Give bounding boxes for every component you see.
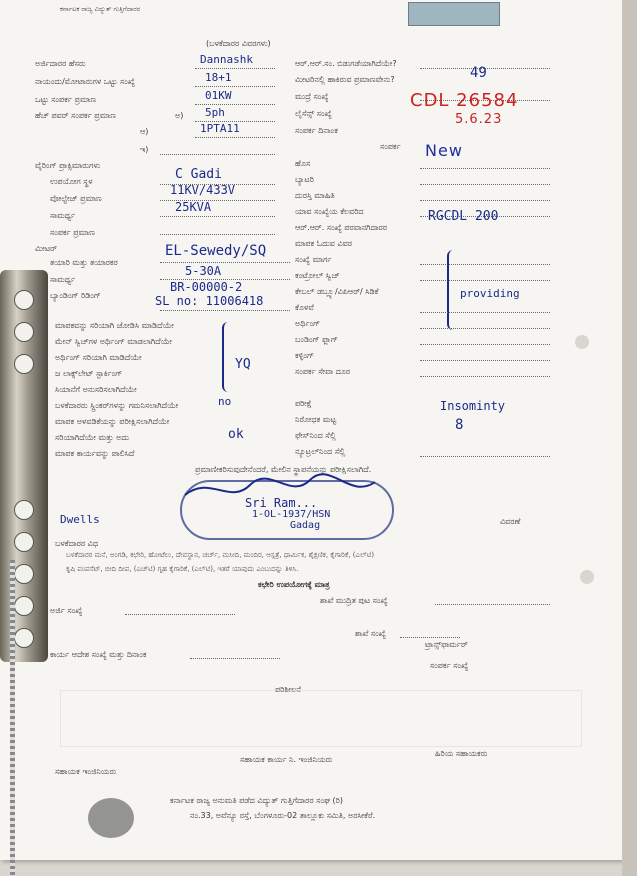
field-label: ನಿರೋಧಕ ಮಟ್ಟ <box>295 415 337 424</box>
meter-make-value: EL-Sewedy/SQ <box>165 243 267 259</box>
application-number-label: ಅರ್ಜಿ ಸಂಖ್ಯೆ <box>50 606 83 615</box>
office-right-label: ಶಾಖೆ ಸಂಖ್ಯೆ <box>355 629 386 638</box>
field-label: ಯಾವ ಸಂಖ್ಯೆಯ ಕೆಲವರಿದ <box>295 207 364 216</box>
field-label: ವೋಲ್ಟೇಜ್ ಪ್ರಮಾಣ <box>50 194 102 203</box>
field-label: ಬ್ಯಾಂಡಿಂಗ್ ರಿಡಿಂಗ್ <box>50 291 101 300</box>
field-label: ಅರ್ಜಿದಾರರ ಹೆಸರು <box>35 59 86 68</box>
field-label: ಬಂಡಿಂಗ್ ಫ್ಲಾಗ್ <box>295 335 338 344</box>
type-desc-1: ಬಳಕೆದಾರರ ಮನೆ, ಅಂಗಡಿ, ಕಛೇರಿ, ಹೋಟೆಲು, ದೇವಸ್ಥಾನ, ಚರ್ಚ್, ಮಸೀದಿ, ಮಂದಿರ, ಆಸ್ಪತ್ರೆ, ಧಾರ್ಮಿಕ, ಶೈಕ್ಷಣಿಕ, ಕೈಗಾರಿಕೆ, (ಎಲ್‌ಟಿ) <box>66 551 375 559</box>
field-label: ಫೇಸ್‌ನಿಂದ ಸೆಲ್ಲಿ <box>295 431 336 440</box>
work-order-label: ಕಾರ್ಯ ಆದೇಶ ಸಂಖ್ಯೆ ಮತ್ತು ದಿನಾಂಕ <box>50 650 147 659</box>
check-row: ಮಾಪಕ ಕಾರ್ಯವನ್ನು ಪಾಲಿಸಿದೆ <box>55 449 135 458</box>
dotted-line <box>420 264 550 265</box>
dotted-line <box>160 262 290 263</box>
field-label: ಬ್ಯಾಟರಿ <box>295 175 314 184</box>
rr-number-value: RGCDL 200 <box>428 209 499 224</box>
office-right-label: ಟ್ರಾನ್ಸ್‌ಫಾರ್ಮರ್ <box>425 640 468 649</box>
field-prefix: ಅ) <box>175 111 184 120</box>
check-row: ಮಾಪಕವನ್ನು ಸರಿಯಾಗಿ ಜೋಡಿಸಿ ಮಾಡಿದೆಯೇ <box>55 321 174 330</box>
meter-capacity-value: 5-30A <box>185 264 222 278</box>
field-label: ಕೊಳವೆ <box>295 303 314 312</box>
binder-hole <box>14 354 34 374</box>
field-label: ನಾಯಂದು/ಮೋಟಾರುಗಳ ಒಟ್ಟು ಸಂಖ್ಯೆ <box>35 77 136 86</box>
dotted-line <box>195 104 275 105</box>
field-label: ಹೆಚ್ ಪವರ್ ಸಂಪರ್ಕ ಪ್ರಮಾಣ <box>35 111 116 120</box>
photo-strip <box>408 2 500 26</box>
check-row: ಸಿಯಾನೆಗೆ ಅನುಸರಿಸಲಾಗಿದೆಯೇ <box>55 385 137 394</box>
field-label: ಒಟ್ಟು ಸಂಪರ್ಕ ಪ್ರಮಾಣ <box>35 95 97 104</box>
phase-earth-value: 8 <box>455 417 464 433</box>
capacity-value: 25KVA <box>175 200 212 214</box>
dotted-line <box>420 184 550 185</box>
license-number: CDL 26584 <box>410 90 519 111</box>
dotted-line <box>420 280 550 281</box>
handwritten-brace <box>447 250 459 330</box>
field-label: ಸಾಮರ್ಥ್ಯ <box>50 275 76 284</box>
voltage-value: 11KV/433V <box>170 183 236 197</box>
binder-hole <box>14 500 34 520</box>
binder-hole <box>14 596 34 616</box>
meter-serial-value: SL no: 11006418 <box>155 294 264 308</box>
field-label: ಸಾಮರ್ಥ್ಯ <box>50 211 76 220</box>
field-label: ಸಂಪರ್ಕ ಸೇವಾ ದೂರ <box>295 367 351 376</box>
check-row: ಸರಿಯಾಗಿದೆಯೇ ಮತ್ತು ಅದು <box>55 433 130 442</box>
field-label: ಕಳ್ಳಿಂಗ್ <box>295 351 314 360</box>
ok-mark: ok <box>228 427 244 442</box>
field-label: ಮುದ್ರೆ ಸಂಖ್ಯೆ <box>295 92 329 101</box>
field-label: ತಯಾರಿ ಮತ್ತು ತಯಾರಕರ <box>50 258 118 267</box>
binder-hole <box>14 290 34 310</box>
check-row: ಬಳಕೆದಾರರು ಸ್ಪ್ರಿಂಕರ್‌ಗಳನ್ನು ಗಮನಿಸಲಾಗಿದೆಯೇ <box>55 401 179 410</box>
binder-chain <box>10 560 15 876</box>
power-value: 1PTA11 <box>200 122 240 135</box>
association-seal <box>88 798 134 838</box>
footer-right-sign: ಹಿರಿಯ ಸಹಾಯಕರು <box>435 749 488 758</box>
field-label: ಅರ್ಥಿಂಗ್ <box>295 319 321 328</box>
connection-date: 5.6.23 <box>455 112 503 127</box>
punch-hole <box>575 335 589 349</box>
handwritten-brace <box>222 322 234 392</box>
wire-section-title: ವೈರಿಂಗ್ ಪ್ರಾಕ್ಸಿಮಾರುಗಳು <box>35 161 101 170</box>
dotted-line <box>195 68 275 69</box>
dotted-line <box>195 86 275 87</box>
field-label: ಉಪಯೋಗ ಸ್ಥಳ <box>50 177 93 186</box>
check-row: ಜ ಲಾಕ್ಸ್‌ಲೇಟ್ ಸ್ಪಾರ್ಕಿಂಗ್ <box>55 369 123 378</box>
top-left-text: ಕರ್ನಾಟಕ ರಾಜ್ಯ ವಿದ್ಯುತ್ ಗುತ್ತಿಗೆದಾರರ <box>60 5 141 13</box>
punch-hole <box>580 570 594 584</box>
type-label: ಬಳಕೆದಾರರ ವಿಧ <box>55 539 99 548</box>
place-value: C Gadi <box>175 167 222 182</box>
meter-section-title: ಮೀಟರ್ <box>35 244 57 253</box>
field-label: ಲೈಸೆನ್ಸ್ ಸಂಖ್ಯೆ <box>295 109 332 118</box>
org-line-1: ಕರ್ನಾಟಕ ರಾಜ್ಯ ಅನುಮತಿ ಪಡೆದ ವಿದ್ಯುತ್ ಗುತ್ತಿಗೆದಾರರ ಸಂಘ (ರಿ) <box>170 796 343 805</box>
office-right-label: ಸಂಪರ್ಕ ಸಂಖ್ಯೆ <box>430 661 469 670</box>
binder-hole <box>14 628 34 648</box>
phase-value: 5ph <box>205 106 225 119</box>
dotted-line <box>125 614 235 615</box>
dotted-line <box>160 154 275 155</box>
meter-reading-value-right: 49 <box>470 65 487 81</box>
cable-value: providing <box>460 287 520 300</box>
dotted-line <box>420 360 550 361</box>
type-right-heading: ವಿವರಣೆ <box>500 517 521 526</box>
dotted-line <box>420 344 550 345</box>
insulation-value: Insominty <box>440 399 506 413</box>
field-label: ಆರ್.ಆರ್. ಸಂಖ್ಯೆ ಪರವಾನಗಿದಾರರ <box>295 223 388 232</box>
field-label: ಪರೀಕ್ಷೆ <box>295 399 312 408</box>
field-label: ಕೇಬಲ್ ಡಬ್ಲ್ಯೂ/ವಿಪಿಆರ್/ ಸಿಡಿಕೆ <box>295 287 379 296</box>
field-label: ನ್ಯೂಟ್ರಲ್‌ನಿಂದ ಸೆಲ್ಲಿ <box>295 447 346 456</box>
field-label: ಹೊಸ <box>295 159 311 168</box>
type-desc-2: ಕೃಷಿ ಪಂಪಸೆಟ್, ಬೀದಿ ದೀಪ, (ಎಚ್‌ಟಿ) ಗೃಹ ಕೈಗಾರಿಕೆ, (ಎಲ್‌ಟಿ), ಇತರೆ ಯಾವುದು ಎಂಬುದನ್ನು ತಿಳಿಸಿ. <box>66 565 299 573</box>
dotted-line <box>420 168 550 169</box>
dotted-line <box>420 456 550 457</box>
check-row: ಮಾಪಕ ಅಳವಡಿಕೆಯನ್ನು ಪರೀಕ್ಷಿಸಲಾಗಿದೆಯೇ <box>55 417 170 426</box>
total-load-value: 01KW <box>205 89 232 102</box>
dotted-line <box>160 216 275 217</box>
stamp-name: Sri Ram... <box>245 496 318 510</box>
field-label: ಸಂಪರ್ಕ <box>380 142 401 151</box>
dotted-line <box>420 312 550 313</box>
binder-hole <box>14 322 34 342</box>
declaration: ಪ್ರಮಾಣೀಕರಿಸುವುದೇನೆಂದರೆ, ಮೇಲಿನ ಸ್ಥಾಪನೆಯನ್ನು ಪರೀಕ್ಷಿಸಲಾಗಿದೆ. <box>195 465 372 474</box>
no-mark: no <box>218 395 232 408</box>
field-label: ಸಂಖ್ಯೆ ಮಾರ್ಗ <box>295 255 332 264</box>
stamp-place: Gadag <box>290 520 321 531</box>
dotted-line <box>435 604 550 605</box>
office-title: ಕಛೇರಿ ಉಪಯೋಗಕ್ಕೆ ಮಾತ್ರ <box>258 580 330 589</box>
handwritten-note: Dwells <box>60 513 100 526</box>
field-label: ಸಂಪರ್ಕ ದಿನಾಂಕ <box>295 126 338 135</box>
dotted-line <box>190 658 280 659</box>
dotted-line <box>420 376 550 377</box>
applicant-name-value: Dannashk <box>200 53 253 66</box>
check-row: ಮೇನ್ ಸ್ವಿಚ್‌ಗಳ ಅರ್ಥಿಂಗ್ ಮಾಡಲಾಗಿದೆಯೇ <box>55 337 172 346</box>
dotted-line <box>195 137 275 138</box>
binder-hole <box>14 564 34 584</box>
dotted-line <box>160 310 290 311</box>
check-row: ಅರ್ಥಿಂಗ್ ಸರಿಯಾಗಿ ಮಾಡಿದೆಯೇ <box>55 353 142 362</box>
dotted-line <box>400 637 460 638</box>
meter-reading-value: BR-00000-2 <box>170 280 243 294</box>
field-label: ಕಂಟ್ರೋಲ್ ಸ್ವಿಚ್ <box>295 271 340 280</box>
dotted-line <box>160 234 275 235</box>
stamp-reg: 1-OL-1937/HSN <box>252 509 331 520</box>
binder-hole <box>14 532 34 552</box>
section-heading: (ಬಳಕೆದಾರರ ವಿವರಗಳು) <box>206 39 271 48</box>
faded-box <box>60 690 582 747</box>
field-prefix: ಇ) <box>140 145 149 154</box>
new-value: New <box>425 141 463 160</box>
yes-mark: YQ <box>235 357 251 372</box>
field-label: ದುರಸ್ತಿ ಮಾಹಿತಿ <box>295 191 335 200</box>
field-label: ಸಂಪರ್ಕ ಪ್ರಮಾಣ <box>50 228 95 237</box>
org-line-2: ನಂ.33, ಅವೆನ್ಯೂ ರಸ್ತೆ, ಬೆಂಗಳೂರು-02 ತಾಲ್ಲೂಕು ಸಮಿತಿ, ಅರಸೀಕೆರೆ. <box>190 811 376 820</box>
remarks-label: ಪರಿಶೀಲನೆ <box>275 685 301 694</box>
field-label: ಮಾಪಕ ಓದುವ ವಿವರ <box>295 239 352 248</box>
dotted-line <box>420 200 550 201</box>
field-label: ಆರ್.ಆರ್.ಸಂ. ಬಿಡುಗಡೆಯಾಗಿದೆಯೇ? <box>295 59 397 68</box>
footer-left-sign: ಸಹಾಯಕ ಇಂಜಿನಿಯರು <box>55 767 117 776</box>
dotted-line <box>420 328 550 329</box>
office-right-label: ಶಾಖೆ ಮುದ್ರಿತ ಪುಟ ಸಂಖ್ಯೆ <box>320 596 388 605</box>
field-prefix: ಆ) <box>140 127 149 136</box>
footer-mid-sign: ಸಹಾಯಕ ಕಾರ್ಯ ನಿ. ಇಂಜಿನಿಯರು <box>240 755 333 764</box>
page-edge <box>622 0 637 876</box>
units-value: 18+1 <box>205 71 232 84</box>
signature-scribble <box>180 470 380 510</box>
field-label: ಮೀಟರಿನಲ್ಲಿ ಹಾಕಿರುವ ಪ್ರಮಾಣವೇನು? <box>295 75 395 84</box>
binder-clip <box>0 270 48 662</box>
